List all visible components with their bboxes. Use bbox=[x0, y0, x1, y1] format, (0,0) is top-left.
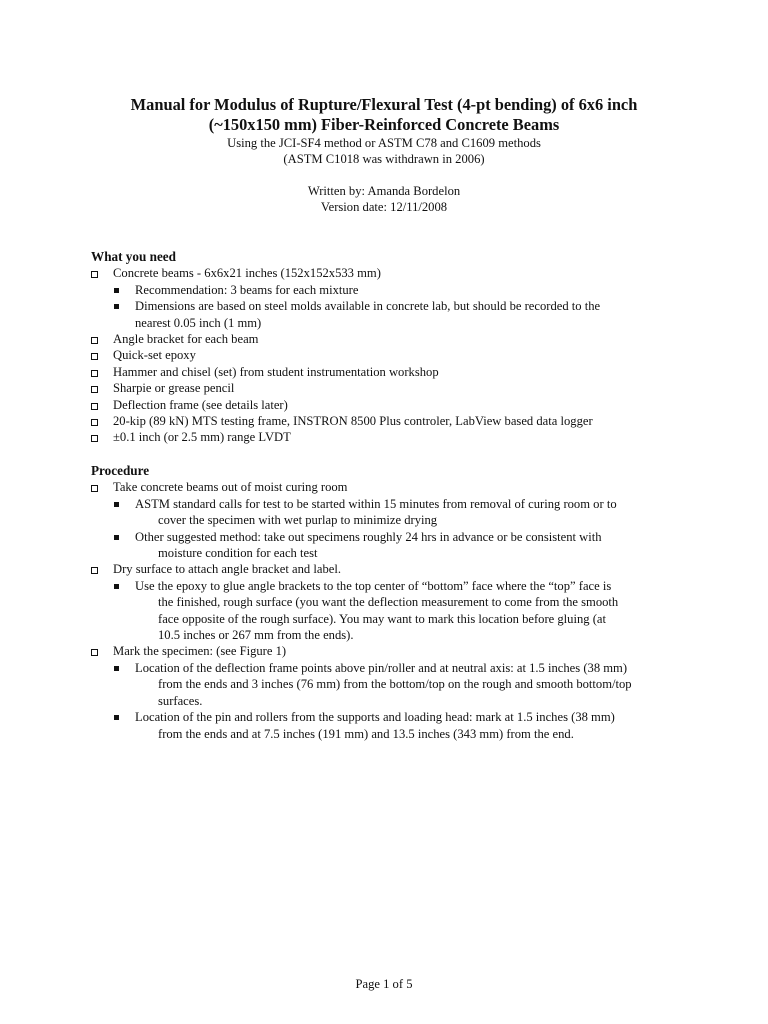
document-title-line-1: Manual for Modulus of Rupture/Flexural Test (4-pt bending) of 6x6 inch bbox=[130, 95, 638, 114]
list-item-text: Deflection frame (see details later) bbox=[113, 397, 288, 412]
list-item bbox=[91, 643, 691, 741]
sub-list-item-text: moisture condition for each test bbox=[158, 546, 318, 561]
sub-list-item-text: nearest 0.05 inch (1 mm) bbox=[135, 315, 262, 330]
sub-list bbox=[91, 496, 691, 562]
sub-list-item bbox=[91, 282, 691, 298]
filled-square-bullet-icon bbox=[114, 304, 119, 309]
list-item-text: Quick-set epoxy bbox=[113, 348, 196, 363]
list-item bbox=[91, 265, 691, 331]
list-item bbox=[91, 397, 691, 413]
hollow-square-bullet-icon bbox=[91, 435, 98, 442]
hollow-square-bullet-icon bbox=[91, 403, 98, 410]
sub-list-item bbox=[91, 709, 691, 742]
filled-square-bullet-icon bbox=[114, 666, 119, 671]
author-line: Written by: Amanda Bordelon bbox=[307, 184, 461, 198]
list-item-text: Mark the specimen: (see Figure 1) bbox=[113, 644, 287, 659]
list-item-text: Angle bracket for each beam bbox=[113, 332, 259, 347]
hollow-square-bullet-icon bbox=[91, 337, 98, 344]
section-procedure bbox=[91, 463, 691, 742]
filled-square-bullet-icon bbox=[114, 502, 119, 507]
sub-list-item-text: Recommendation: 3 beams for each mixture bbox=[135, 282, 359, 297]
sub-list-item-text: Other suggested method: take out specimens roughly 24 hrs in advance or be consistent with bbox=[135, 529, 602, 544]
list-item bbox=[91, 364, 691, 380]
list-item bbox=[91, 479, 691, 561]
list-item-text: Dry surface to attach angle bracket and label. bbox=[113, 562, 341, 577]
sub-list-item bbox=[91, 578, 691, 644]
sub-list-item bbox=[91, 660, 691, 709]
filled-square-bullet-icon bbox=[114, 715, 119, 720]
section-heading-procedure: Procedure bbox=[91, 463, 150, 478]
filled-square-bullet-icon bbox=[114, 535, 119, 540]
list-item bbox=[91, 331, 691, 347]
sub-list-item-text: Use the epoxy to glue angle brackets to the top center of “bottom” face where the “top” face is bbox=[135, 578, 612, 593]
hollow-square-bullet-icon bbox=[91, 419, 98, 426]
hollow-square-bullet-icon bbox=[91, 386, 98, 393]
sub-list-item-text: the finished, rough surface (you want the deflection measurement to come from the smooth bbox=[158, 595, 619, 610]
list-item bbox=[91, 413, 691, 429]
document-title-line-2: (~150x150 mm) Fiber-Reinforced Concrete Beams bbox=[208, 115, 560, 134]
subtitle-withdrawn-note: (ASTM C1018 was withdrawn in 2006) bbox=[283, 152, 485, 166]
sub-list-item-text: Location of the pin and rollers from the supports and loading head: mark at 1.5 inches (38 mm) bbox=[135, 710, 615, 725]
version-date: Version date: 12/11/2008 bbox=[320, 200, 448, 214]
hollow-square-bullet-icon bbox=[91, 370, 98, 377]
sub-list bbox=[91, 578, 691, 644]
page-footer bbox=[0, 976, 768, 992]
sub-list-item-text: Dimensions are based on steel molds available in concrete lab, but should be recorded to the bbox=[135, 299, 601, 314]
list-item bbox=[91, 429, 691, 445]
sub-list-item-text: cover the specimen with wet purlap to minimize drying bbox=[158, 513, 438, 528]
filled-square-bullet-icon bbox=[114, 584, 119, 589]
list-item-text: Sharpie or grease pencil bbox=[113, 381, 235, 396]
hollow-square-bullet-icon bbox=[91, 567, 98, 574]
section-what-you-need bbox=[91, 249, 691, 446]
list-item-text: 20-kip (89 kN) MTS testing frame, INSTRON 8500 Plus controler, LabView based data logger bbox=[113, 414, 593, 429]
sub-list-item-text: from the ends and 3 inches (76 mm) from the bottom/top on the rough and smooth bottom/top bbox=[158, 677, 632, 692]
section-heading-what-you-need: What you need bbox=[91, 249, 176, 264]
hollow-square-bullet-icon bbox=[91, 485, 98, 492]
sub-list bbox=[91, 660, 691, 742]
filled-square-bullet-icon bbox=[114, 288, 119, 293]
sub-list bbox=[91, 282, 691, 331]
list-item-text: Hammer and chisel (set) from student instrumentation workshop bbox=[113, 364, 439, 379]
sub-list-item-text: ASTM standard calls for test to be started within 15 minutes from removal of curing room or to bbox=[135, 496, 617, 511]
hollow-square-bullet-icon bbox=[91, 271, 98, 278]
subtitle-methods: Using the JCI-SF4 method or ASTM C78 and C1609 methods bbox=[227, 136, 541, 150]
list-item bbox=[91, 347, 691, 363]
list-item-text: Concrete beams - 6x6x21 inches (152x152x533 mm) bbox=[113, 266, 381, 281]
title-block bbox=[60, 95, 708, 167]
list-item bbox=[91, 561, 691, 643]
procedure-list bbox=[91, 479, 691, 742]
what-you-need-list bbox=[91, 265, 691, 445]
hollow-square-bullet-icon bbox=[91, 649, 98, 656]
sub-list-item bbox=[91, 298, 691, 331]
sub-list-item-text: Location of the deflection frame points above pin/roller and at neutral axis: at 1.5 inches (38 mm) bbox=[135, 660, 628, 675]
sub-list-item-text: 10.5 inches or 267 mm from the ends). bbox=[158, 628, 354, 643]
sub-list-item bbox=[91, 529, 691, 562]
hollow-square-bullet-icon bbox=[91, 353, 98, 360]
list-item-text: Take concrete beams out of moist curing room bbox=[113, 480, 348, 495]
sub-list-item-text: from the ends and at 7.5 inches (191 mm) and 13.5 inches (343 mm) from the end. bbox=[158, 726, 574, 741]
page-number: Page 1 of 5 bbox=[355, 977, 413, 991]
sub-list-item bbox=[91, 496, 691, 529]
sub-list-item-text: surfaces. bbox=[158, 693, 203, 708]
sub-list-item-text: face opposite of the rough surface). You may want to mark this location before gluing (at bbox=[158, 611, 607, 626]
list-item-text: ±0.1 inch (or 2.5 mm) range LVDT bbox=[113, 430, 291, 445]
author-block bbox=[60, 183, 708, 215]
list-item bbox=[91, 380, 691, 396]
